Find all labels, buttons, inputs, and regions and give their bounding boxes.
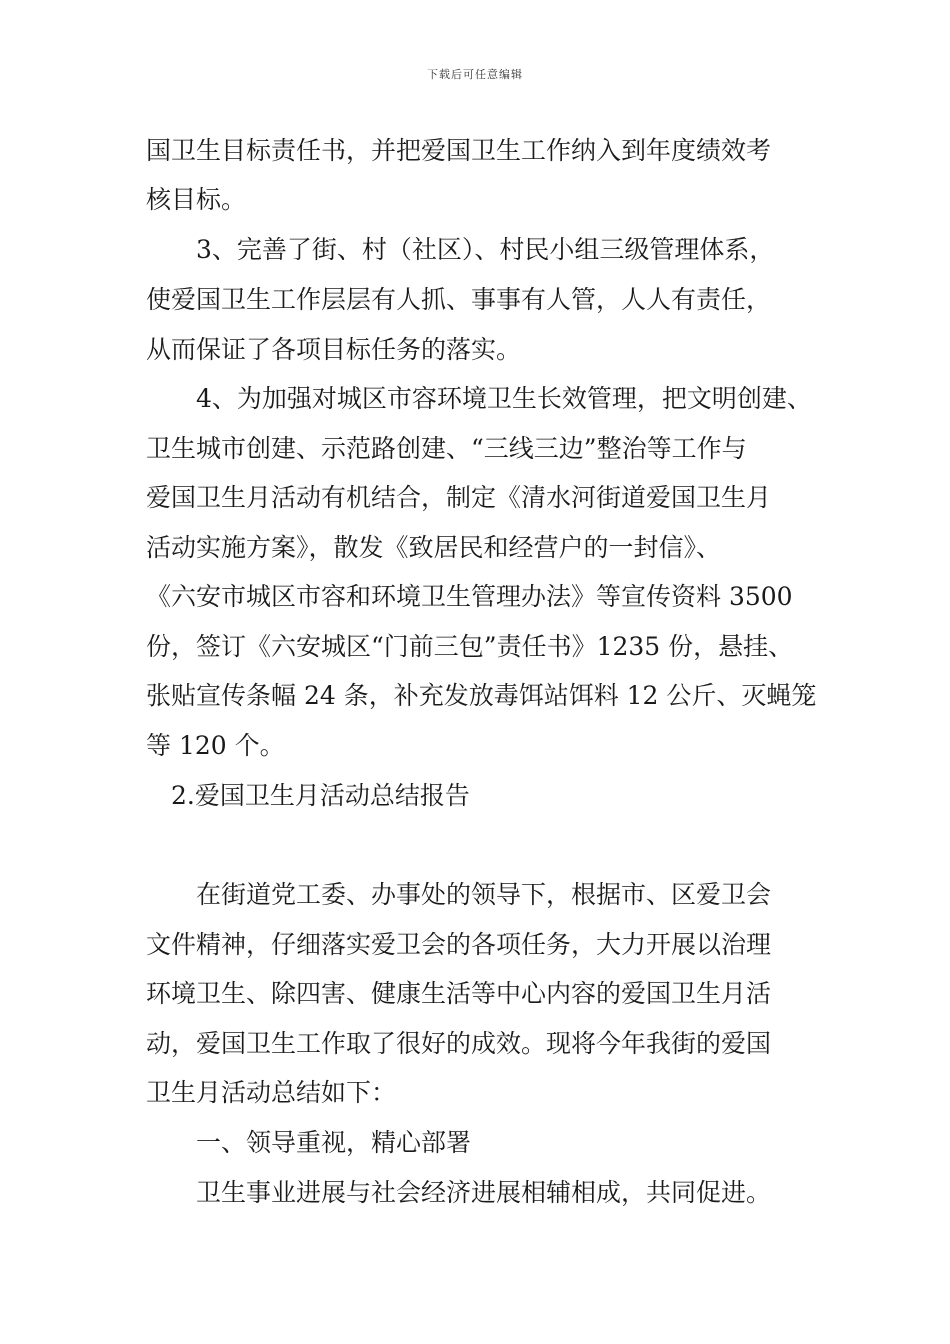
paragraph-line: 份，签订《六安城区“门前三包”责任书》1235 份，悬挂、 xyxy=(146,632,794,661)
subsection-heading: 一、领导重视，精心部署 xyxy=(196,1128,472,1157)
paragraph-line: 4、为加强对城区市容环境卫生长效管理，把文明创建、 xyxy=(196,384,812,413)
paragraph-line: 使爱国卫生工作层层有人抓、事事有人管，人人有责任， xyxy=(146,285,772,314)
paragraph-line: 环境卫生、除四害、健康生活等中心内容的爱国卫生月活 xyxy=(146,979,772,1008)
paragraph-line: 卫生城市创建、示范路创建、“三线三边”整治等工作与 xyxy=(146,434,747,463)
paragraph-line: 《六安市城区市容和环境卫生管理办法》等宣传资料 3500 xyxy=(146,582,793,611)
paragraph-line: 活动实施方案》，散发《致居民和经营户的一封信》、 xyxy=(146,533,722,562)
paragraph-line: 3、完善了街、村（社区）、村民小组三级管理体系， xyxy=(196,235,775,264)
paragraph-line: 核目标。 xyxy=(146,185,247,214)
paragraph-line: 张贴宣传条幅 24 条，补充发放毒饵站饵料 12 公斤、灭蝇笼 xyxy=(146,681,817,710)
paragraph-line: 卫生事业进展与社会经济进展相辅相成，共同促进。 xyxy=(196,1178,772,1207)
paragraph-line: 文件精神，仔细落实爱卫会的各项任务，大力开展以治理 xyxy=(146,930,772,959)
paragraph-line: 从而保证了各项目标任务的落实。 xyxy=(146,335,522,364)
paragraph-line: 国卫生目标责任书，并把爱国卫生工作纳入到年度绩效考 xyxy=(146,136,772,165)
paragraph-line: 等 120 个。 xyxy=(146,731,285,760)
paragraph-line: 卫生月活动总结如下： xyxy=(146,1078,397,1107)
paragraph-line: 在街道党工委、办事处的领导下，根据市、区爱卫会 xyxy=(196,880,772,909)
paragraph-line: 爱国卫生月活动有机结合，制定《清水河街道爱国卫生月 xyxy=(146,483,772,512)
page-header: 下载后可任意编辑 xyxy=(427,68,523,81)
paragraph-line: 动，爱国卫生工作取了很好的成效。现将今年我街的爱国 xyxy=(146,1029,772,1058)
section-heading: 2.爱国卫生月活动总结报告 xyxy=(171,781,470,810)
